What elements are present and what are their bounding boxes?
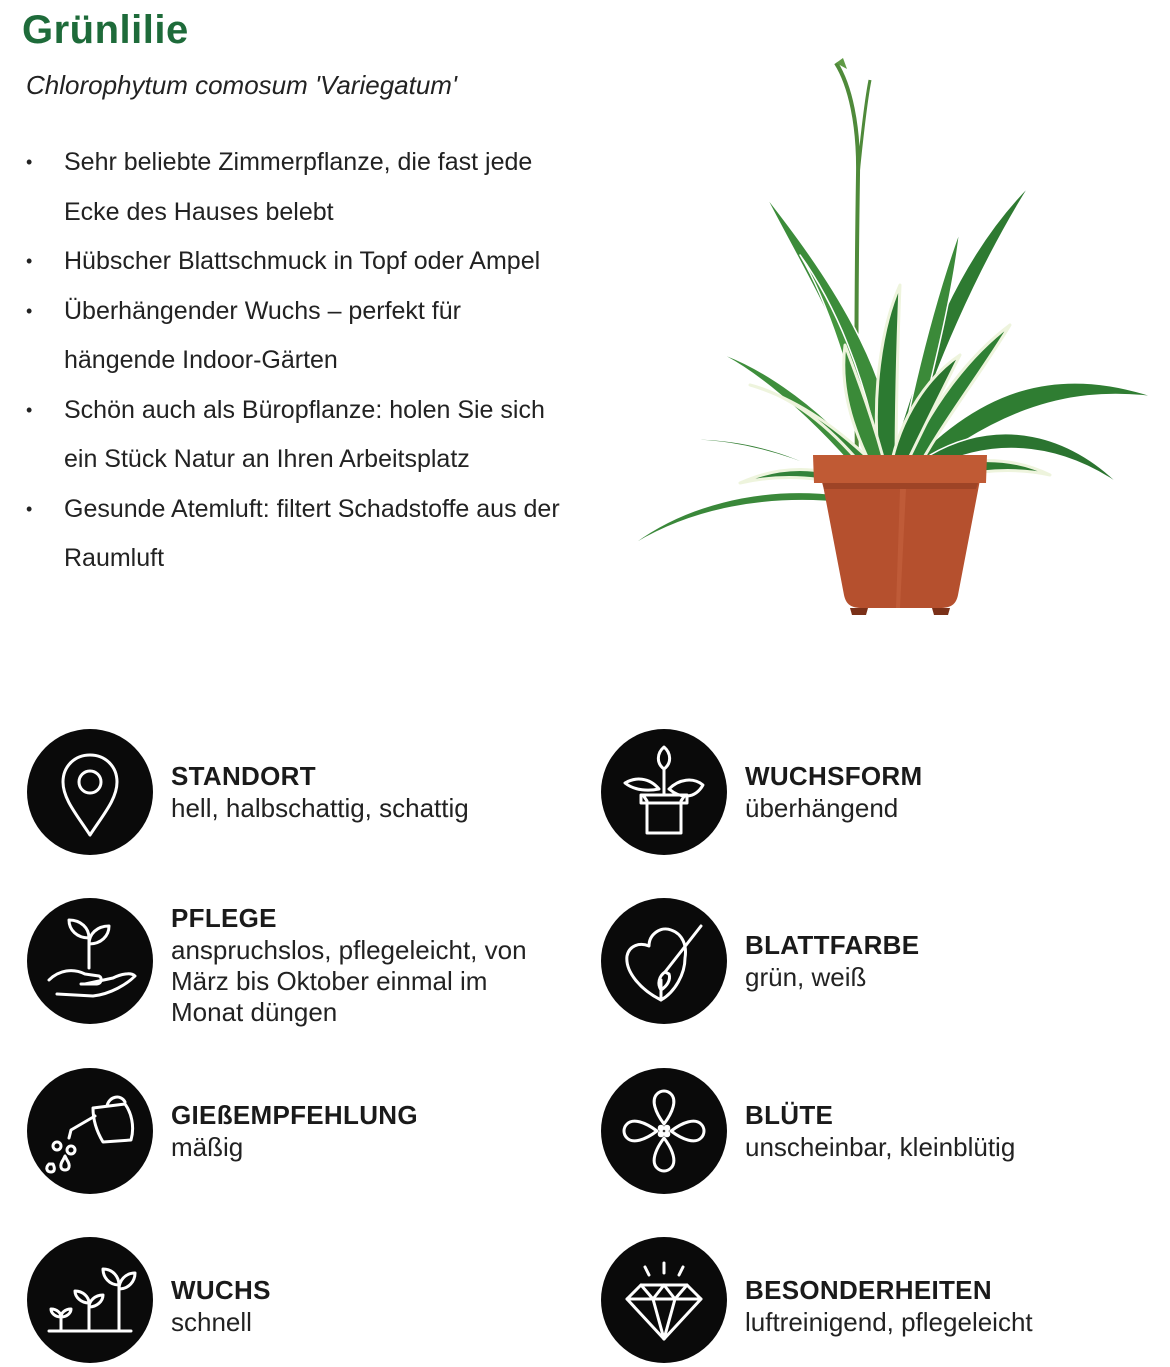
feature-blattfarbe [601, 898, 1121, 1028]
location-pin-icon [27, 729, 153, 855]
feature-value: mäßig [171, 1132, 244, 1162]
feature-value: anspruchslos, pflegeleicht, von März bis Oktober einmal im Monat düngen [171, 935, 527, 1027]
feature-value: hell, halbschattig, schattig [171, 793, 469, 823]
botanical-name: Chlorophytum comosum 'Variegatum' [26, 70, 457, 100]
feature-standort [27, 729, 547, 859]
feature-bluete [601, 1068, 1121, 1198]
feature-value: unscheinbar, kleinblütig [745, 1132, 1016, 1162]
growth-sprouts-icon [27, 1237, 153, 1363]
list-item: • Schön auch als Büropflanze: holen Sie sich ein Stück Natur an Ihren Arbeitsplatz [20, 386, 584, 485]
feature-label: BESONDERHEITEN [745, 1275, 992, 1305]
feature-wuchsform [601, 729, 1121, 859]
list-item: • Überhängender Wuchs – perfekt für hängende Indoor-Gärten [20, 287, 534, 386]
feature-value: schnell [171, 1307, 252, 1337]
feature-label: BLATTFARBE [745, 930, 920, 960]
feature-value: überhängend [745, 793, 899, 823]
leaf-brush-icon [601, 898, 727, 1024]
feature-wuchs [27, 1237, 547, 1367]
feature-label: PFLEGE [171, 903, 277, 933]
feature-value: luftreinigend, pflegeleicht [745, 1307, 1033, 1337]
feature-label: WUCHSFORM [745, 761, 923, 791]
feature-besonderheiten [601, 1237, 1121, 1367]
spider-plant-image [600, 55, 1160, 620]
feature-label: BLÜTE [745, 1100, 834, 1130]
feature-bullet-list [20, 138, 600, 584]
feature-label: GIEßEMPFEHLUNG [171, 1100, 418, 1130]
potted-plant-icon [601, 729, 727, 855]
feature-label: WUCHS [171, 1275, 271, 1305]
flower-icon [601, 1068, 727, 1194]
hand-sprout-icon [27, 898, 153, 1024]
list-item: • Sehr beliebte Zimmerpflanze, die fast jede Ecke des Hauses belebt [20, 138, 584, 237]
list-item: • Gesunde Atemluft: filtert Schadstoffe aus der Raumluft [20, 485, 564, 584]
watering-can-icon [27, 1068, 153, 1194]
feature-value: grün, weiß [745, 962, 867, 992]
page-title: Grünlilie [22, 8, 189, 52]
feature-giessempfehlung [27, 1068, 547, 1198]
diamond-icon [601, 1237, 727, 1363]
feature-label: STANDORT [171, 761, 316, 791]
list-item: • Hübscher Blattschmuck in Topf oder Ampel [20, 237, 600, 287]
feature-pflege [27, 898, 547, 1028]
